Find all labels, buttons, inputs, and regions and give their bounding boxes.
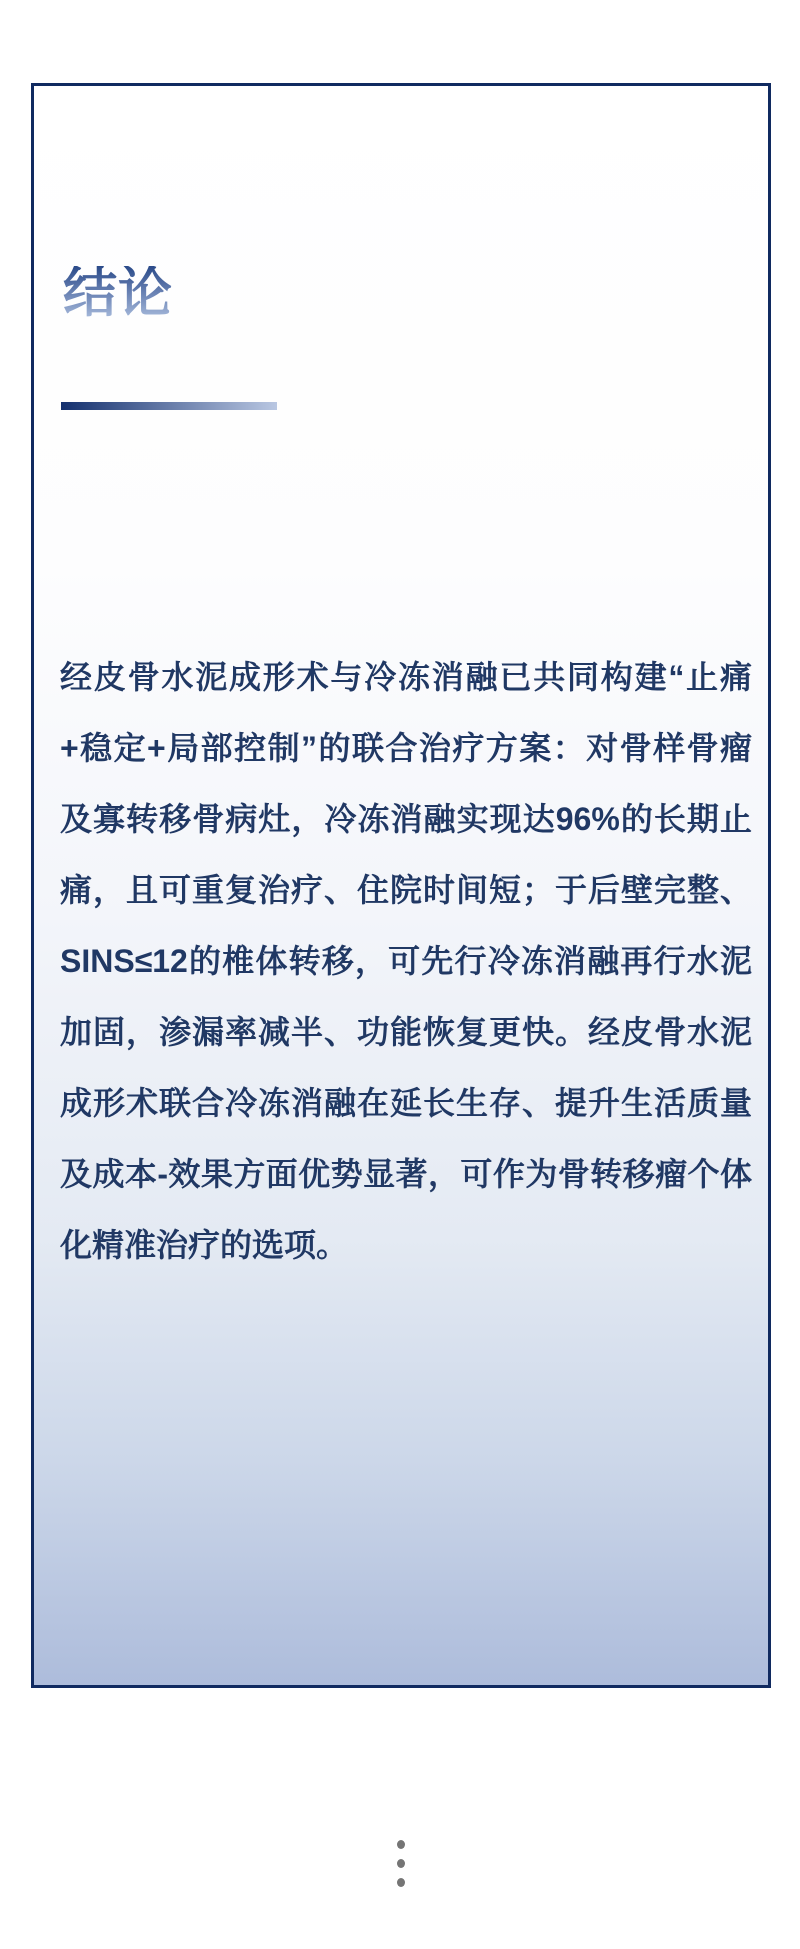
paragraph-line: 经皮骨水泥成形术与冷冻消融已共同构建“止痛 (60, 659, 752, 695)
title-divider-bar (61, 402, 277, 410)
paragraph-line: 及成本-效果方面优势显著，可作为骨转移瘤个体 (60, 1156, 752, 1192)
section-title: 结论 (63, 263, 173, 323)
paragraph-line: SINS≤12的椎体转移，可先行冷冻消融再行水泥 (60, 943, 752, 979)
vertical-ellipsis-indicator (397, 1840, 405, 1887)
paragraph-line: 成形术联合冷冻消融在延长生存、提升生活质量 (60, 1085, 752, 1121)
paragraph-line: 痛，且可重复治疗、住院时间短；于后壁完整、 (60, 872, 752, 908)
conclusion-card (31, 83, 771, 1688)
paragraph-line: 化精准治疗的选项。 (60, 1227, 349, 1263)
paragraph-line: +稳定+局部控制”的联合治疗方案：对骨样骨瘤 (60, 730, 752, 766)
dot-icon (397, 1840, 405, 1849)
paragraph-line: 加固，渗漏率减半、功能恢复更快。经皮骨水泥 (60, 1014, 752, 1050)
dot-icon (397, 1859, 405, 1868)
conclusion-paragraph (60, 642, 752, 1281)
paragraph-line: 及寡转移骨病灶，冷冻消融实现达96%的长期止 (60, 801, 752, 837)
dot-icon (397, 1878, 405, 1887)
